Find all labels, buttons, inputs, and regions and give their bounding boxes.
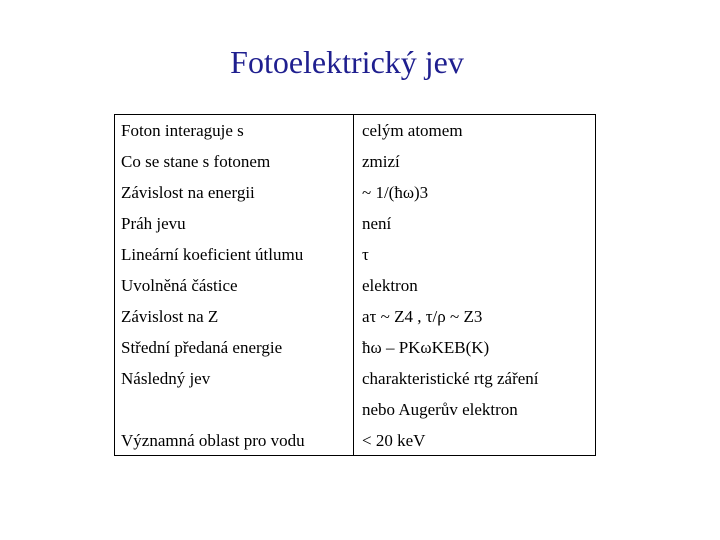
row-label: Závislost na Z	[121, 307, 219, 326]
row-value-line2: nebo Augerův elektron	[362, 400, 518, 419]
row-label: Foton interaguje s	[121, 121, 244, 140]
row-value: celým atomem	[362, 121, 463, 140]
row-label: Lineární koeficient útlumu	[121, 245, 304, 264]
row-value: < 20 keV	[362, 431, 426, 450]
row-value: aτ ~ Z4 , τ/ρ ~ Z3	[362, 307, 483, 326]
row-label: Střední předaná energie	[121, 338, 283, 357]
row-value: ħω – PKωKEB(K)	[362, 338, 490, 357]
row-value: elektron	[362, 276, 418, 295]
row-label: Práh jevu	[121, 214, 186, 233]
row-value: τ	[362, 245, 369, 264]
row-value: není	[362, 214, 392, 233]
row-label: Závislost na energii	[121, 183, 255, 202]
row-value: zmizí	[362, 152, 400, 171]
row-label: Významná oblast pro vodu	[121, 431, 305, 450]
row-label: Co se stane s fotonem	[121, 152, 271, 171]
row-value: charakteristické rtg záření	[362, 369, 539, 388]
row-label: Následný jev	[121, 369, 211, 388]
slide-title: Fotoelektrický jev	[230, 44, 464, 80]
row-label: Uvolněná částice	[121, 276, 238, 295]
row-value: ~ 1/(ħω)3	[362, 183, 429, 202]
property-table	[114, 114, 596, 456]
column-divider	[353, 115, 354, 455]
